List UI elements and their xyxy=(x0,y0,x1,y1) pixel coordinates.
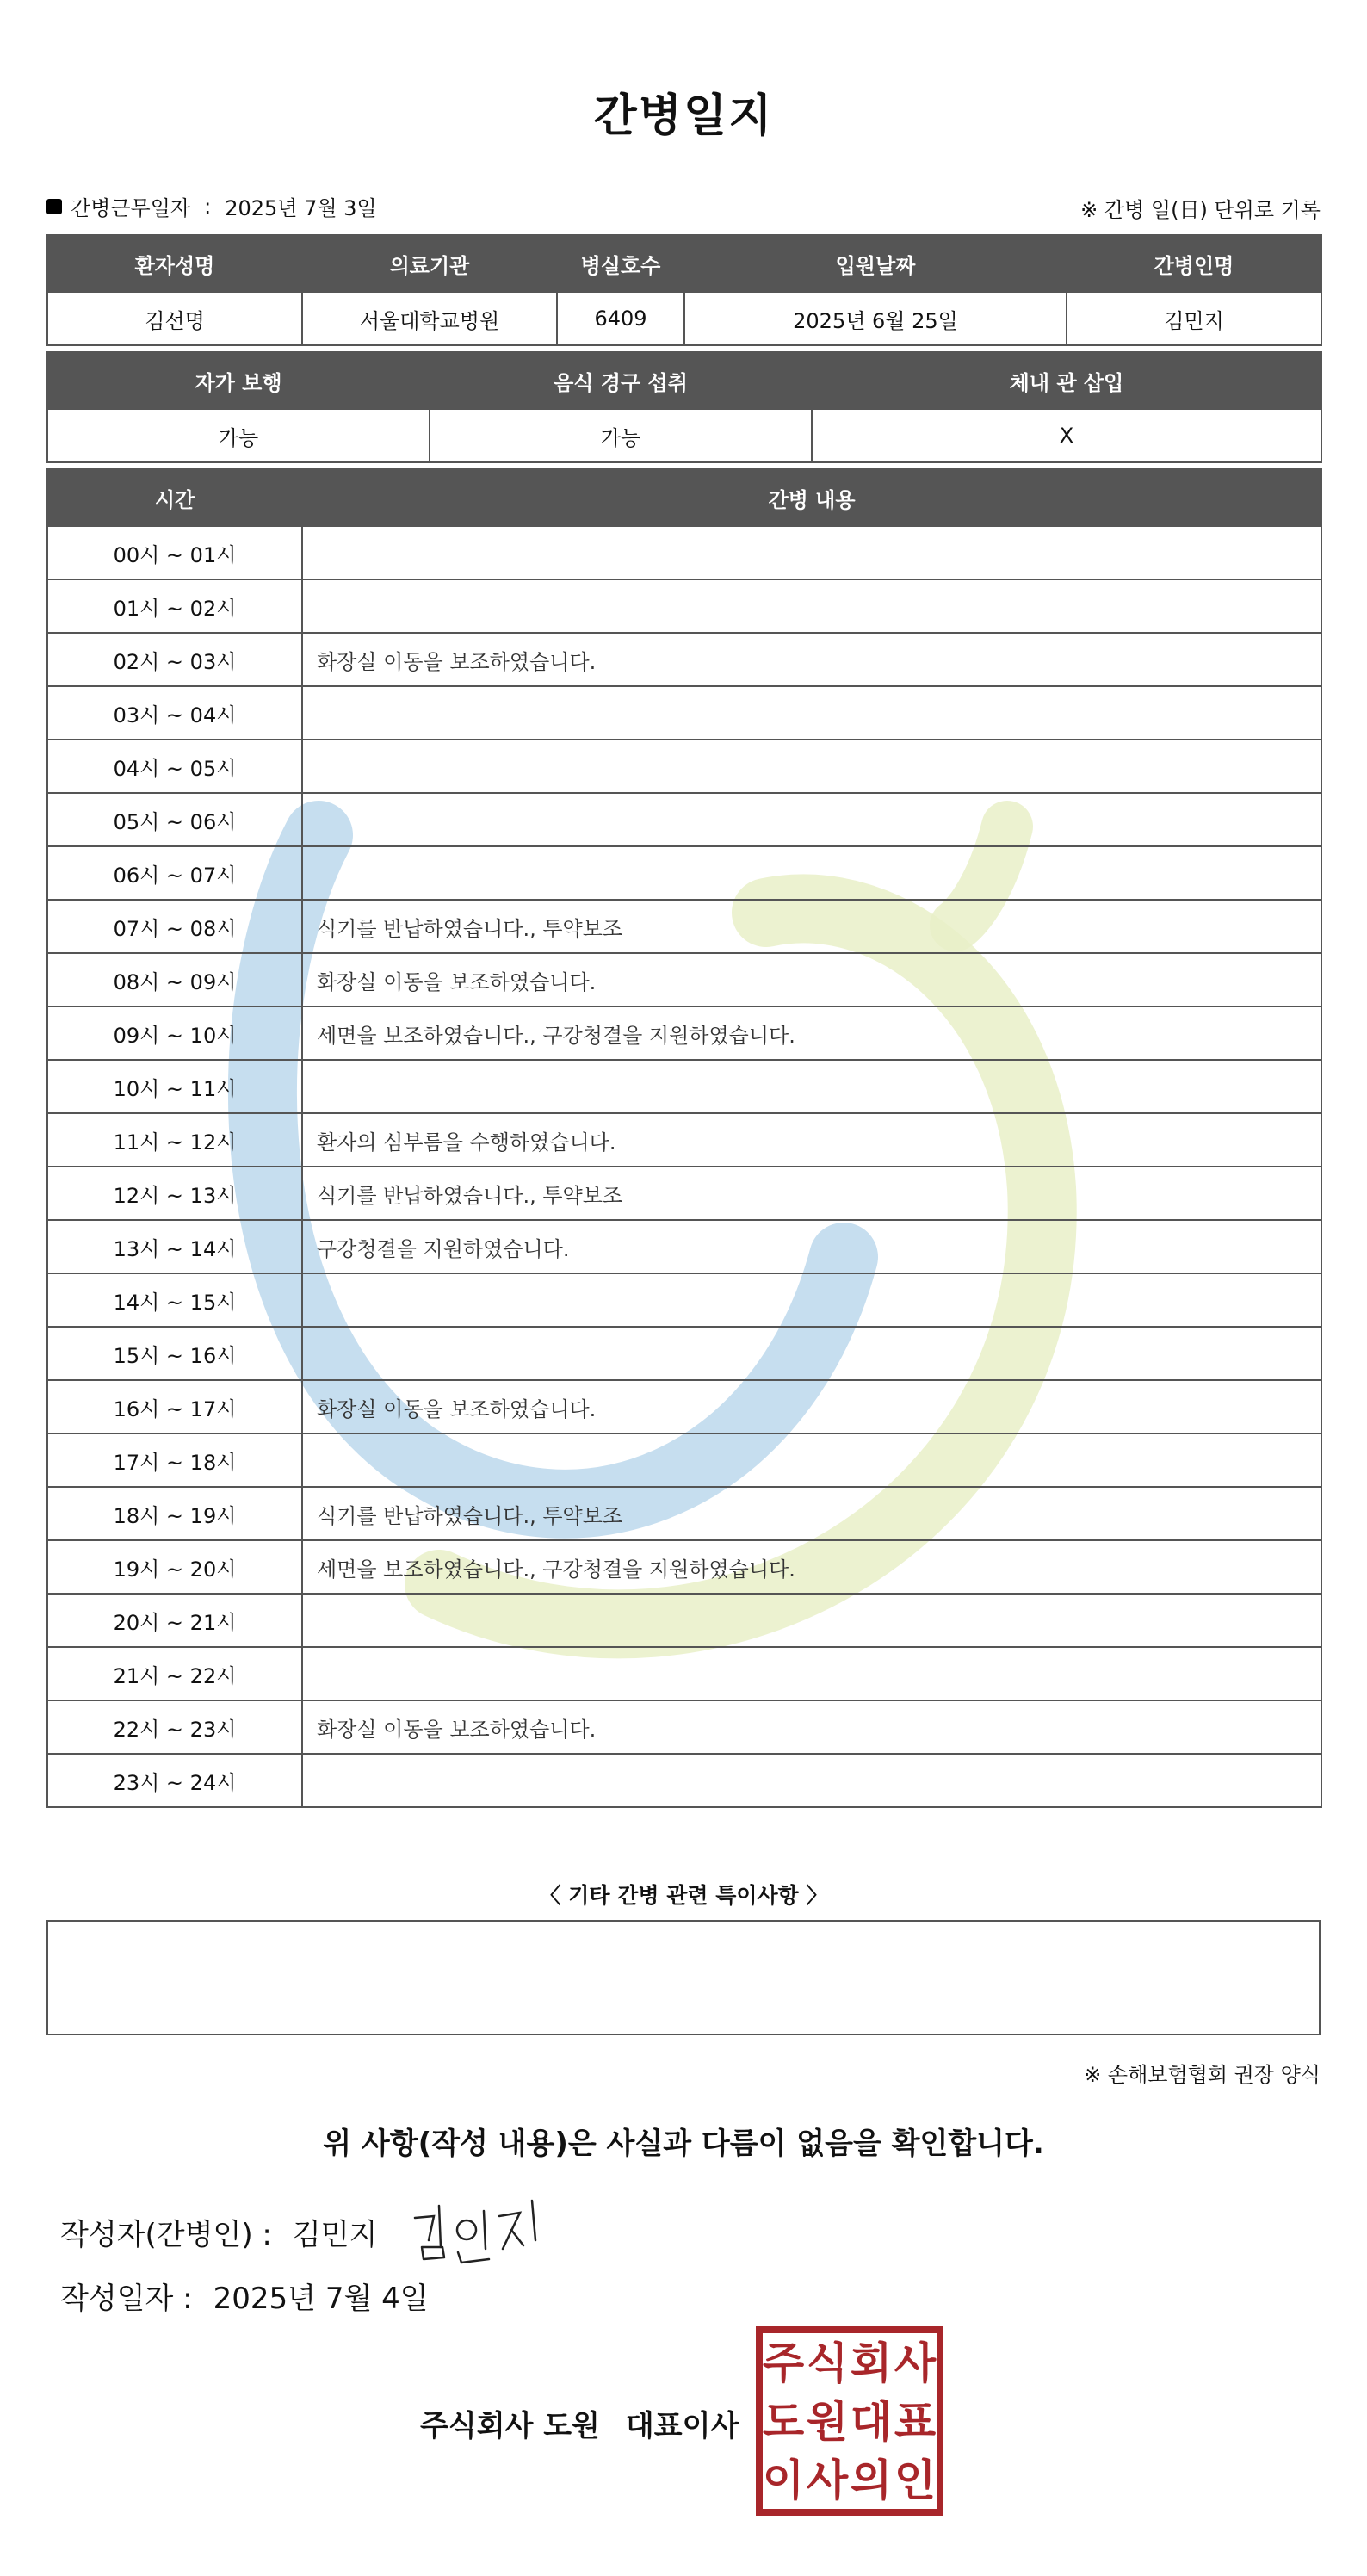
row-time: 03시 ~ 04시 xyxy=(47,686,302,740)
row-care-content: 화장실 이동을 보조하였습니다. xyxy=(302,1700,1321,1754)
writer-name: 김민지 xyxy=(292,2218,378,2252)
seal-glyph: 회 xyxy=(850,2338,893,2388)
room-number: 6409 xyxy=(557,292,684,345)
hospital-name: 서울대학교병원 xyxy=(302,292,557,345)
tube-insertion-value: X xyxy=(812,409,1321,462)
work-date-line xyxy=(46,191,377,221)
row-time: 12시 ~ 13시 xyxy=(47,1167,302,1220)
row-care-content xyxy=(302,1060,1321,1113)
seal-glyph: 식 xyxy=(806,2338,849,2388)
date-line xyxy=(60,2275,429,2317)
seal-glyph: 주 xyxy=(762,2338,805,2388)
table-row xyxy=(47,686,1321,740)
self-walk-value: 가능 xyxy=(47,409,430,462)
header-patient-name: 환자성명 xyxy=(47,235,302,292)
seal-glyph: 원 xyxy=(806,2397,849,2447)
company-name: 주식회사 도원 xyxy=(420,2409,600,2443)
writer-line xyxy=(60,2211,377,2253)
row-care-content xyxy=(302,1327,1321,1380)
row-care-content: 식기를 반납하였습니다., 투약보조 xyxy=(302,900,1321,953)
row-time: 06시 ~ 07시 xyxy=(47,846,302,900)
patient-ability-table xyxy=(46,351,1322,463)
table-row xyxy=(47,846,1321,900)
patient-header-row xyxy=(47,235,1321,292)
table-row xyxy=(47,900,1321,953)
row-care-content xyxy=(302,1647,1321,1700)
table-row xyxy=(47,1006,1321,1060)
square-bullet-icon xyxy=(46,199,62,214)
writer-label: 작성자(간병인) : xyxy=(60,2218,272,2252)
table-row xyxy=(47,953,1321,1006)
table-row xyxy=(47,526,1321,579)
table-row xyxy=(47,1647,1321,1700)
seal-glyph: 대 xyxy=(850,2397,893,2447)
row-care-content xyxy=(302,846,1321,900)
work-date-value: 2025년 7월 3일 xyxy=(225,196,377,220)
row-care-content xyxy=(302,686,1321,740)
row-time: 13시 ~ 14시 xyxy=(47,1220,302,1273)
company-seal-stamp xyxy=(754,2325,945,2517)
oral-intake-value: 가능 xyxy=(430,409,812,462)
seal-glyph: 이 xyxy=(762,2455,805,2505)
date-value: 2025년 7월 4일 xyxy=(213,2282,429,2316)
row-time: 16시 ~ 17시 xyxy=(47,1380,302,1434)
log-header-row xyxy=(47,469,1321,526)
row-time: 20시 ~ 21시 xyxy=(47,1594,302,1647)
row-time: 00시 ~ 01시 xyxy=(47,526,302,579)
admission-date: 2025년 6월 25일 xyxy=(684,292,1067,345)
caregiver-name: 김민지 xyxy=(1067,292,1321,345)
row-care-content: 세면을 보조하였습니다., 구강청결을 지원하였습니다. xyxy=(302,1006,1321,1060)
row-time: 04시 ~ 05시 xyxy=(47,740,302,793)
row-time: 09시 ~ 10시 xyxy=(47,1006,302,1060)
seal-glyph: 도 xyxy=(762,2397,805,2447)
row-care-content xyxy=(302,1754,1321,1807)
row-time: 07시 ~ 08시 xyxy=(47,900,302,953)
seal-glyph: 사 xyxy=(894,2338,937,2388)
seal-glyph: 표 xyxy=(894,2397,937,2447)
row-care-content: 환자의 심부름을 수행하였습니다. xyxy=(302,1113,1321,1167)
row-care-content xyxy=(302,1273,1321,1327)
header-self-walk: 자가 보행 xyxy=(47,352,430,409)
seal-glyph: 의 xyxy=(850,2455,893,2505)
row-care-content xyxy=(302,1594,1321,1647)
row-time: 22시 ~ 23시 xyxy=(47,1700,302,1754)
header-time: 시간 xyxy=(47,469,302,526)
header-tube-insertion: 체내 관 삽입 xyxy=(812,352,1321,409)
table-row xyxy=(47,740,1321,793)
header-oral-intake: 음식 경구 섭취 xyxy=(430,352,812,409)
table-row xyxy=(47,1060,1321,1113)
table-row xyxy=(47,1487,1321,1540)
row-time: 08시 ~ 09시 xyxy=(47,953,302,1006)
row-care-content: 화장실 이동을 보조하였습니다. xyxy=(302,633,1321,686)
table-row xyxy=(47,1327,1321,1380)
row-time: 15시 ~ 16시 xyxy=(47,1327,302,1380)
table-row xyxy=(47,1434,1321,1487)
table-row xyxy=(47,1540,1321,1594)
work-date-label: 간병근무일자 xyxy=(71,196,191,220)
row-time: 02시 ~ 03시 xyxy=(47,633,302,686)
patient-value-row xyxy=(47,292,1321,345)
row-time: 05시 ~ 06시 xyxy=(47,793,302,846)
ability-value-row xyxy=(47,409,1321,462)
row-care-content: 화장실 이동을 보조하였습니다. xyxy=(302,1380,1321,1434)
table-row xyxy=(47,1167,1321,1220)
table-row xyxy=(47,1220,1321,1273)
row-care-content xyxy=(302,740,1321,793)
row-care-content xyxy=(302,526,1321,579)
table-row xyxy=(47,1380,1321,1434)
table-row xyxy=(47,579,1321,633)
ability-header-row xyxy=(47,352,1321,409)
notes-title: 〈 기타 간병 관련 특이사항 〉 xyxy=(539,1883,828,1908)
row-care-content: 식기를 반납하였습니다., 투약보조 xyxy=(302,1487,1321,1540)
seal-glyph: 사 xyxy=(806,2455,849,2505)
work-date-separator: : xyxy=(204,194,212,219)
row-care-content: 구강청결을 지원하였습니다. xyxy=(302,1220,1321,1273)
company-line xyxy=(420,2402,739,2444)
table-row xyxy=(47,1273,1321,1327)
row-care-content xyxy=(302,1434,1321,1487)
date-label: 작성일자 : xyxy=(60,2282,193,2316)
row-time: 17시 ~ 18시 xyxy=(47,1434,302,1487)
source-note: ※ 손해보험협회 권장 양식 xyxy=(1084,2063,1321,2087)
row-care-content xyxy=(302,793,1321,846)
row-care-content: 식기를 반납하였습니다., 투약보조 xyxy=(302,1167,1321,1220)
notes-box xyxy=(46,1920,1321,2035)
table-row xyxy=(47,1754,1321,1807)
table-row xyxy=(47,793,1321,846)
row-time: 19시 ~ 20시 xyxy=(47,1540,302,1594)
row-time: 01시 ~ 02시 xyxy=(47,579,302,633)
seal-glyph: 인 xyxy=(894,2455,937,2505)
header-care-content: 간병 내용 xyxy=(302,469,1321,526)
handwritten-signature xyxy=(405,2187,551,2264)
care-log-table xyxy=(46,468,1322,1808)
row-time: 10시 ~ 11시 xyxy=(47,1060,302,1113)
table-row xyxy=(47,1700,1321,1754)
log-body xyxy=(47,526,1321,1807)
header-admission-date: 입원날짜 xyxy=(684,235,1067,292)
unit-note: ※ 간병 일(日) 단위로 기록 xyxy=(1080,198,1321,222)
row-time: 18시 ~ 19시 xyxy=(47,1487,302,1540)
row-time: 23시 ~ 24시 xyxy=(47,1754,302,1807)
patient-name: 김선명 xyxy=(47,292,302,345)
row-care-content xyxy=(302,579,1321,633)
header-hospital: 의료기관 xyxy=(302,235,557,292)
confirmation-statement: 위 사항(작성 내용)은 사실과 다름이 없음을 확인합니다. xyxy=(323,2127,1044,2161)
row-care-content: 세면을 보조하였습니다., 구강청결을 지원하였습니다. xyxy=(302,1540,1321,1594)
table-row xyxy=(47,1594,1321,1647)
table-row xyxy=(47,633,1321,686)
company-role: 대표이사 xyxy=(625,2409,739,2443)
page-title: 간병일지 xyxy=(593,90,774,142)
row-time: 14시 ~ 15시 xyxy=(47,1273,302,1327)
header-room: 병실호수 xyxy=(557,235,684,292)
row-time: 11시 ~ 12시 xyxy=(47,1113,302,1167)
header-caregiver: 간병인명 xyxy=(1067,235,1321,292)
table-row xyxy=(47,1113,1321,1167)
row-time: 21시 ~ 22시 xyxy=(47,1647,302,1700)
patient-info-table xyxy=(46,234,1322,346)
row-care-content: 화장실 이동을 보조하였습니다. xyxy=(302,953,1321,1006)
